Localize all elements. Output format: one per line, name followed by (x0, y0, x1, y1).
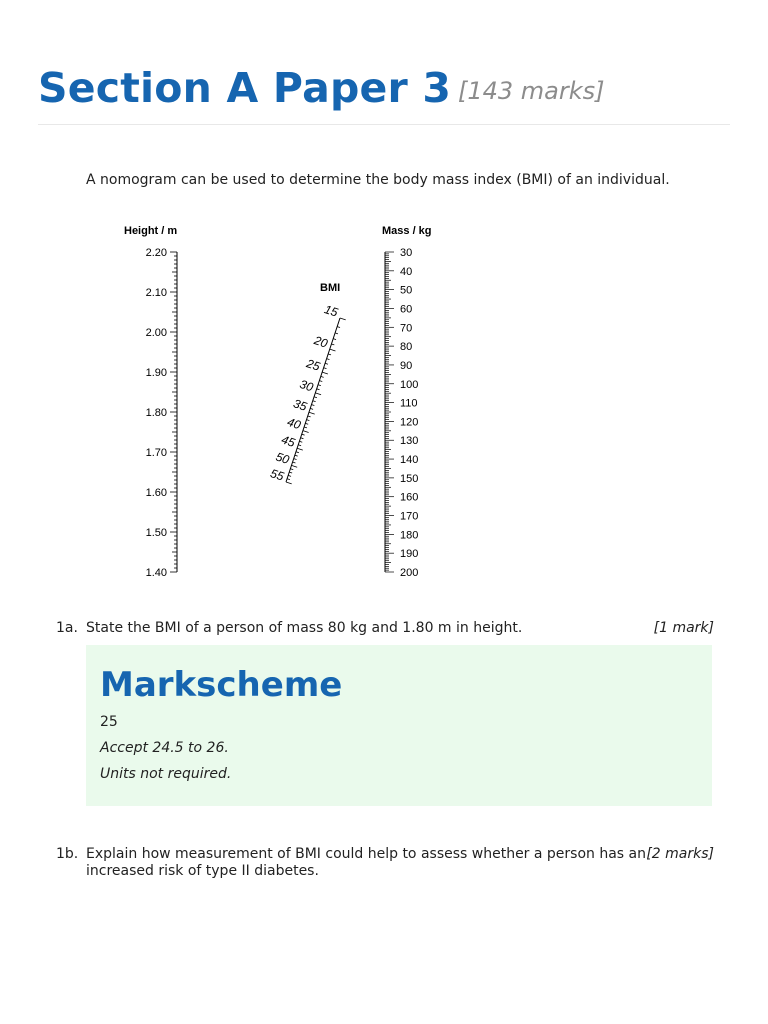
mass-tick-label: 140 (400, 454, 419, 467)
mass-scale (385, 247, 418, 579)
bmi-tick-label: 45 (279, 432, 297, 450)
height-tick-label: 2.10 (145, 287, 167, 299)
bmi-scale-tick (296, 452, 299, 453)
mass-scale-title: Mass / kg (382, 225, 432, 237)
bmi-scale-tick (291, 465, 297, 467)
markscheme-heading: Markscheme (100, 665, 343, 705)
height-tick-label: 1.80 (145, 407, 167, 419)
page-title: Section A Paper 3 (38, 64, 452, 112)
question-marks: [1 mark] (653, 620, 714, 636)
bmi-scale-tick (304, 427, 307, 428)
mass-tick-label: 200 (400, 567, 419, 579)
height-tick-label: 1.40 (145, 567, 167, 579)
mass-tick-label: 160 (400, 491, 419, 504)
question-number: 1b. (56, 846, 79, 862)
bmi-scale-tick (298, 445, 301, 446)
bmi-scale-tick (302, 434, 305, 435)
height-tick-label: 2.00 (145, 327, 167, 339)
height-tick-label: 1.50 (145, 527, 167, 539)
bmi-scale-tick (319, 381, 322, 382)
height-tick-label: 1.70 (145, 447, 167, 459)
bmi-scale-tick (335, 333, 338, 334)
bmi-scale-tick (324, 368, 327, 369)
bmi-scale-tick (333, 339, 336, 340)
bmi-scale-tick (340, 318, 346, 320)
bmi-scale-tick (325, 363, 328, 364)
question-intro: A nomogram can be used to determine the body mass index (BMI) of an individual. (86, 172, 670, 188)
bmi-scale-tick (303, 431, 309, 433)
bmi-scale-tick (286, 482, 292, 484)
markscheme-note: Accept 24.5 to 26. (100, 740, 229, 756)
mass-tick-label: 130 (400, 435, 419, 448)
bmi-scale-tick (328, 354, 331, 355)
bmi-scale-tick (322, 372, 328, 374)
bmi-scale-tick (293, 462, 296, 463)
bmi-scale-tick (314, 397, 317, 398)
total-marks: [143 marks] (458, 77, 605, 105)
mass-tick-label: 30 (400, 247, 413, 259)
bmi-scale-tick (295, 455, 298, 456)
bmi-scale-tick (294, 459, 297, 460)
mass-tick-label: 90 (400, 359, 413, 372)
bmi-tick-label: 30 (297, 376, 315, 395)
markscheme-note: Units not required. (100, 766, 232, 782)
mass-tick-label: 60 (400, 303, 413, 316)
bmi-scale-tick (330, 349, 336, 351)
bmi-scale-tick (315, 393, 321, 395)
bmi-scale-tick (289, 472, 292, 473)
bmi-scale-tick (307, 420, 310, 421)
bmi-scale-tick (290, 469, 293, 470)
mass-tick-label: 180 (400, 529, 419, 542)
markscheme-answer: 25 (100, 714, 118, 730)
question-1b (56, 846, 716, 882)
question-number: 1a. (56, 620, 78, 636)
bmi-scale-tick (297, 448, 303, 450)
bmi-scale-tick (308, 416, 311, 417)
mass-tick-label: 50 (400, 284, 413, 297)
bmi-scale-title: BMI (320, 282, 341, 294)
bmi-tick-label: 50 (274, 449, 292, 467)
mass-tick-label: 170 (400, 510, 419, 523)
height-scale (146, 247, 177, 579)
question-text: Explain how measurement of BMI could help to assess whether a person has an increased risk of type II diabetes. (86, 846, 646, 879)
bmi-scale (269, 302, 346, 484)
height-scale-title: Height / m (124, 225, 178, 237)
bmi-scale-tick (318, 385, 321, 386)
height-tick-label: 2.20 (145, 247, 167, 259)
mass-tick-label: 190 (400, 548, 419, 561)
bmi-scale-tick (301, 438, 304, 439)
bmi-scale-tick (299, 441, 302, 442)
bmi-tick-label: 15 (322, 302, 340, 320)
bmi-nomogram (110, 218, 455, 583)
question-marks: [2 marks] (646, 846, 714, 862)
question-1a (56, 620, 716, 638)
bmi-scale-tick (288, 475, 291, 476)
height-tick-label: 1.60 (145, 487, 167, 499)
mass-tick-label: 100 (400, 378, 419, 391)
bmi-tick-label: 35 (291, 396, 309, 414)
bmi-scale-tick (311, 405, 314, 406)
mass-tick-label: 150 (400, 472, 419, 485)
markscheme-box (86, 645, 712, 806)
bmi-scale-tick (287, 479, 290, 480)
bmi-scale-tick (310, 408, 313, 409)
page-header (38, 62, 730, 125)
mass-tick-label: 70 (400, 322, 413, 335)
mass-tick-label: 120 (400, 416, 419, 429)
bmi-scale-tick (309, 412, 315, 414)
bmi-tick-label: 25 (304, 356, 322, 374)
mass-tick-label: 80 (400, 341, 413, 354)
bmi-tick-label: 55 (268, 466, 286, 484)
bmi-scale-tick (331, 344, 334, 345)
bmi-scale-tick (327, 359, 330, 360)
bmi-scale-tick (317, 389, 320, 390)
bmi-scale-tick (337, 327, 340, 328)
question-text: State the BMI of a person of mass 80 kg and 1.80 m in height. (86, 620, 523, 636)
bmi-tick-label: 20 (312, 333, 330, 351)
bmi-tick-label: 40 (285, 414, 303, 433)
bmi-scale-tick (321, 376, 324, 377)
bmi-scale-tick (313, 401, 316, 402)
bmi-scale-tick (305, 423, 308, 424)
mass-tick-label: 110 (400, 397, 418, 410)
mass-tick-label: 40 (400, 265, 413, 278)
height-tick-label: 1.90 (145, 367, 167, 379)
